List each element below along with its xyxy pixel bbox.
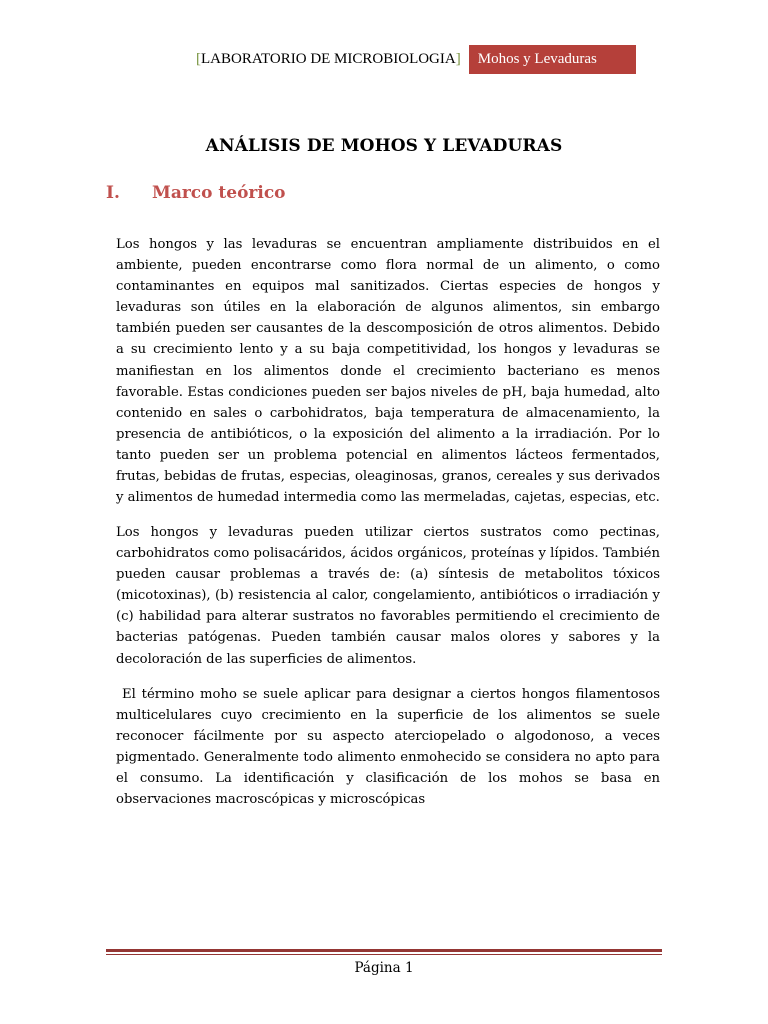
footer-rule-thin bbox=[106, 954, 662, 955]
header-topic-tag: Mohos y Levaduras bbox=[469, 45, 636, 74]
page-number: Página 1 bbox=[354, 960, 414, 976]
footer-rule bbox=[106, 949, 662, 955]
section-number: I. bbox=[106, 183, 120, 203]
footer-rule-thick bbox=[106, 949, 662, 952]
header-bracket-open: [ bbox=[196, 51, 201, 67]
section-heading bbox=[106, 183, 286, 203]
header-bracket-close: ] bbox=[455, 51, 461, 67]
paragraph-3: El término moho se suele aplicar para designar a ciertos hongos filamentosos multicelulares cuyo crecimiento en la superficie de los alimentos se suele reconocer fácilmente por su aspecto aterciopelado o algodonoso, a veces pigmentado. Generalmente todo alimento enmohecido se considera no apto para el consumo. La identificación y clasificación de los mohos se basa en observaciones macroscópicas y microscópicas bbox=[116, 687, 660, 808]
paragraph-1: Los hongos y las levaduras se encuentran ampliamente distribuidos en el ambiente, pueden encontrarse como flora normal de un alimento, o como contaminantes en equipos mal sanitizados. Ciertas especies de hongos y levaduras son útiles en la elaboración de algunos alimentos, sin embargo también pueden ser causantes de la descomposición de otros alimentos. Debido a su crecimiento lento y a su baja competitividad, los hongos y levaduras se manifiestan en los alimentos donde el crecimiento bacteriano es menos favorable. Estas condiciones pueden ser bajos niveles de pH, baja humedad, alto contenido en sales o carbohidratos, baja temperatura de almacenamiento, la presencia de antibióticos, o la exposición del alimento a la irradiación. Por lo tanto pueden ser un problema potencial en alimentos lácteos fermentados, frutas, bebidas de frutas, especias, oleaginosas, granos, cereales y sus derivados y alimentos de humedad intermedia como las mermeladas, cajetas, especias, etc. bbox=[116, 237, 660, 506]
paragraph-2: Los hongos y levaduras pueden utilizar ciertos sustratos como pectinas, carbohidratos como polisacáridos, ácidos orgánicos, proteínas y lípidos. También pueden causar problemas a través de: (a) síntesis de metabolitos tóxicos (micotoxinas), (b) resistencia al calor, congelamiento, antibióticos o irradiación y (c) habilidad para alterar sustratos no favorables permitiendo el crecimiento de bacterias patógenas. Pueden también causar malos olores y sabores y la decoloración de las superficies de alimentos. bbox=[116, 525, 660, 667]
header-course-text: LABORATORIO DE MICROBIOLOGIA bbox=[201, 51, 456, 67]
document-title: ANÁLISIS DE MOHOS Y LEVADURAS bbox=[205, 136, 563, 156]
page-header bbox=[196, 45, 636, 74]
header-course-title bbox=[196, 45, 469, 74]
section-title: Marco teórico bbox=[152, 183, 286, 203]
